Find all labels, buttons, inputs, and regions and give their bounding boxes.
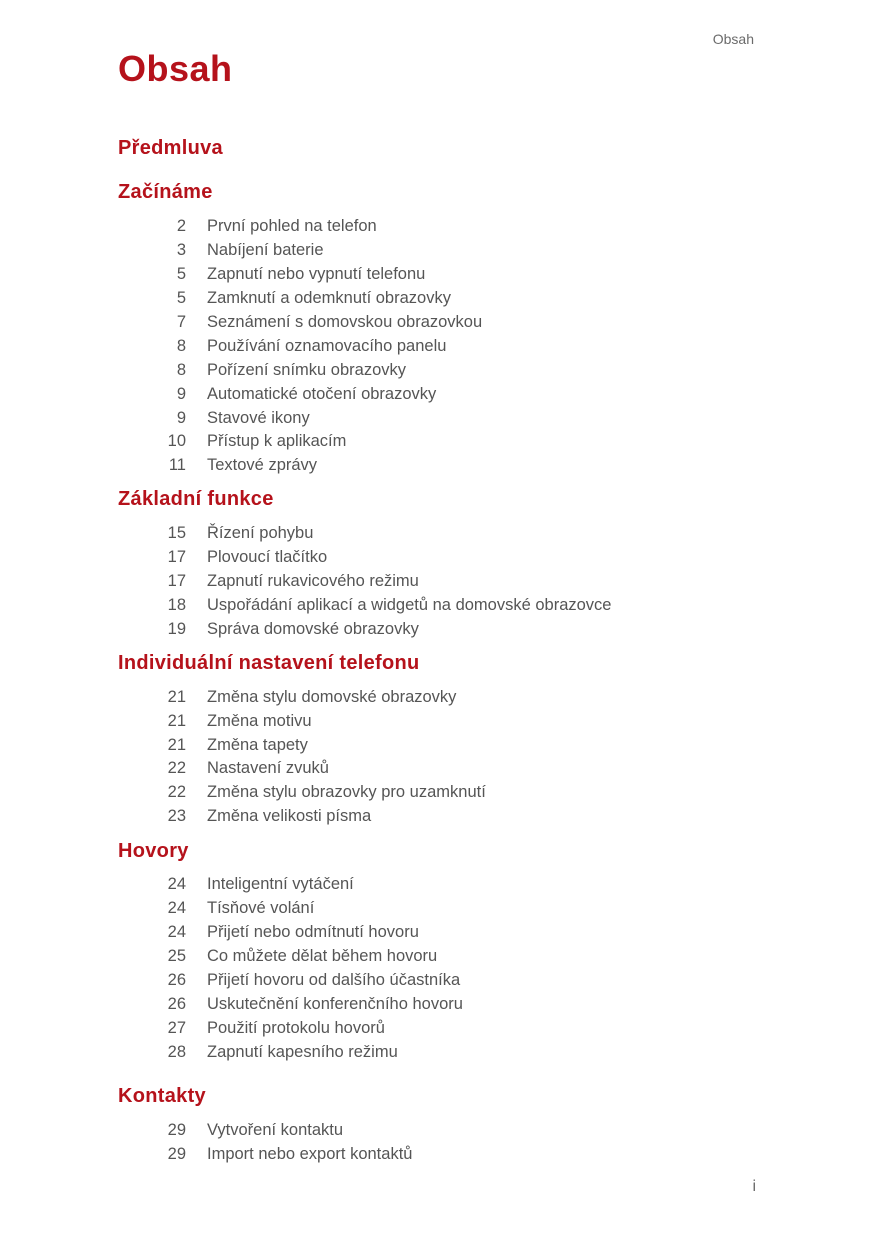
toc-entry-title: Přístup k aplikacím [207, 432, 347, 450]
toc-entry [0, 334, 875, 358]
toc-entry [0, 310, 875, 334]
toc-entry [0, 569, 875, 593]
toc-page-number: 27 [167, 1019, 186, 1037]
toc-page-number: 21 [167, 688, 186, 706]
section-heading-hovory: Hovory [118, 840, 189, 862]
toc-page-number: 5 [176, 265, 186, 283]
toc-entry-title: Používání oznamovacího panelu [207, 337, 447, 355]
toc-entry-title: Zapnutí kapesního režimu [207, 1043, 398, 1061]
toc-entry [0, 685, 875, 709]
toc-entry-title: Uspořádání aplikací a widgetů na domovské obrazovce [207, 596, 612, 614]
toc-entry [0, 1142, 875, 1166]
toc-entry-title: Zapnutí rukavicového režimu [207, 572, 419, 590]
toc-entry-title: Seznámení s domovskou obrazovkou [207, 313, 483, 331]
toc-page-number: 11 [168, 456, 186, 474]
section-heading-kontakty: Kontakty [118, 1085, 206, 1107]
toc-page-number: 18 [167, 596, 186, 614]
toc-page-number: 24 [167, 923, 186, 941]
section-heading-zakladni-funkce: Základní funkce [118, 488, 274, 510]
toc-entry [0, 1040, 875, 1064]
page-number: i [752, 1178, 756, 1195]
toc-entry [0, 238, 875, 262]
toc-entry-title: Co můžete dělat během hovoru [207, 947, 438, 965]
toc-page-number: 9 [176, 409, 186, 427]
toc-entry-title: Zapnutí nebo vypnutí telefonu [207, 265, 426, 283]
toc-entry [0, 804, 875, 828]
toc-entry-title: Nabíjení baterie [207, 241, 324, 259]
toc-entry [0, 429, 875, 453]
toc-entry [0, 756, 875, 780]
toc-page-number: 8 [176, 337, 186, 355]
toc-entry [0, 382, 875, 406]
toc-entry-title: Tísňové volání [207, 899, 315, 917]
toc-page-number: 3 [176, 241, 186, 259]
toc-entry [0, 968, 875, 992]
toc-entry-title: Zamknutí a odemknutí obrazovky [207, 289, 451, 307]
toc-entry [0, 944, 875, 968]
toc-page-number: 5 [176, 289, 186, 307]
toc-page-number: 29 [167, 1145, 186, 1163]
running-header: Obsah [712, 31, 754, 47]
toc-entry [0, 521, 875, 545]
toc-page-number: 26 [167, 995, 186, 1013]
toc-entry [0, 214, 875, 238]
toc-entry-title: Změna velikosti písma [207, 807, 372, 825]
toc-page-number: 24 [167, 899, 186, 917]
toc-page-number: 21 [167, 712, 186, 730]
toc-entry-title: Vytvoření kontaktu [207, 1121, 344, 1139]
toc-entry-title: První pohled na telefon [207, 217, 377, 235]
toc-entry [0, 1016, 875, 1040]
toc-entry [0, 358, 875, 382]
toc-entry-title: Změna stylu domovské obrazovky [207, 688, 457, 706]
toc-entry-title: Přijetí hovoru od dalšího účastníka [207, 971, 461, 989]
section-heading-zaciname: Začínáme [118, 181, 213, 203]
toc-page-number: 24 [167, 875, 186, 893]
toc-entry-title: Stavové ikony [207, 409, 310, 427]
toc-page-number: 9 [176, 385, 186, 403]
toc-page-number: 17 [167, 572, 186, 590]
toc-entry-title: Přijetí nebo odmítnutí hovoru [207, 923, 419, 941]
toc-entry [0, 262, 875, 286]
toc-page-number: 26 [167, 971, 186, 989]
toc-entry-title: Automatické otočení obrazovky [207, 385, 437, 403]
toc-entry-title: Řízení pohybu [207, 524, 314, 542]
toc-entry [0, 780, 875, 804]
toc-entry [0, 286, 875, 310]
toc-entry-title: Pořízení snímku obrazovky [207, 361, 406, 379]
toc-entry [0, 872, 875, 896]
page-title: Obsah [118, 48, 233, 89]
toc-page-number: 23 [167, 807, 186, 825]
toc-entry-title: Textové zprávy [207, 456, 318, 474]
section-heading-individualni-nastaveni: Individuální nastavení telefonu [118, 652, 420, 674]
toc-page-number: 28 [167, 1043, 186, 1061]
toc-page-number: 7 [176, 313, 186, 331]
toc-entry [0, 992, 875, 1016]
toc-entry-title: Změna stylu obrazovky pro uzamknutí [207, 783, 486, 801]
toc-entry-title: Inteligentní vytáčení [207, 875, 354, 893]
toc-page-number: 17 [167, 548, 186, 566]
toc-entry [0, 545, 875, 569]
toc-entry-title: Uskutečnění konferenčního hovoru [207, 995, 463, 1013]
toc-entry [0, 733, 875, 757]
toc-entry [0, 406, 875, 430]
toc-entry-title: Import nebo export kontaktů [207, 1145, 413, 1163]
toc-page-number: 15 [167, 524, 186, 542]
toc-entry [0, 617, 875, 641]
toc-entry [0, 453, 875, 477]
toc-entry-title: Správa domovské obrazovky [207, 620, 419, 638]
toc-page-number: 22 [167, 759, 186, 777]
toc-entry [0, 593, 875, 617]
toc-entry-title: Plovoucí tlačítko [207, 548, 328, 566]
toc-entry [0, 1118, 875, 1142]
section-heading-predmluva: Předmluva [118, 137, 223, 159]
toc-page-number: 8 [176, 361, 186, 379]
toc-page-number: 22 [167, 783, 186, 801]
toc-entry-title: Použití protokolu hovorů [207, 1019, 385, 1037]
toc-page-number: 21 [167, 736, 186, 754]
toc-page-number: 2 [176, 217, 186, 235]
toc-entry [0, 709, 875, 733]
toc-page-number: 19 [167, 620, 186, 638]
toc-entry-title: Změna motivu [207, 712, 312, 730]
toc-entry [0, 920, 875, 944]
toc-page-number: 10 [167, 432, 186, 450]
toc-entry [0, 896, 875, 920]
toc-entry-title: Nastavení zvuků [207, 759, 329, 777]
toc-page-number: 25 [167, 947, 186, 965]
toc-entry-title: Změna tapety [207, 736, 308, 754]
toc-page-number: 29 [167, 1121, 186, 1139]
